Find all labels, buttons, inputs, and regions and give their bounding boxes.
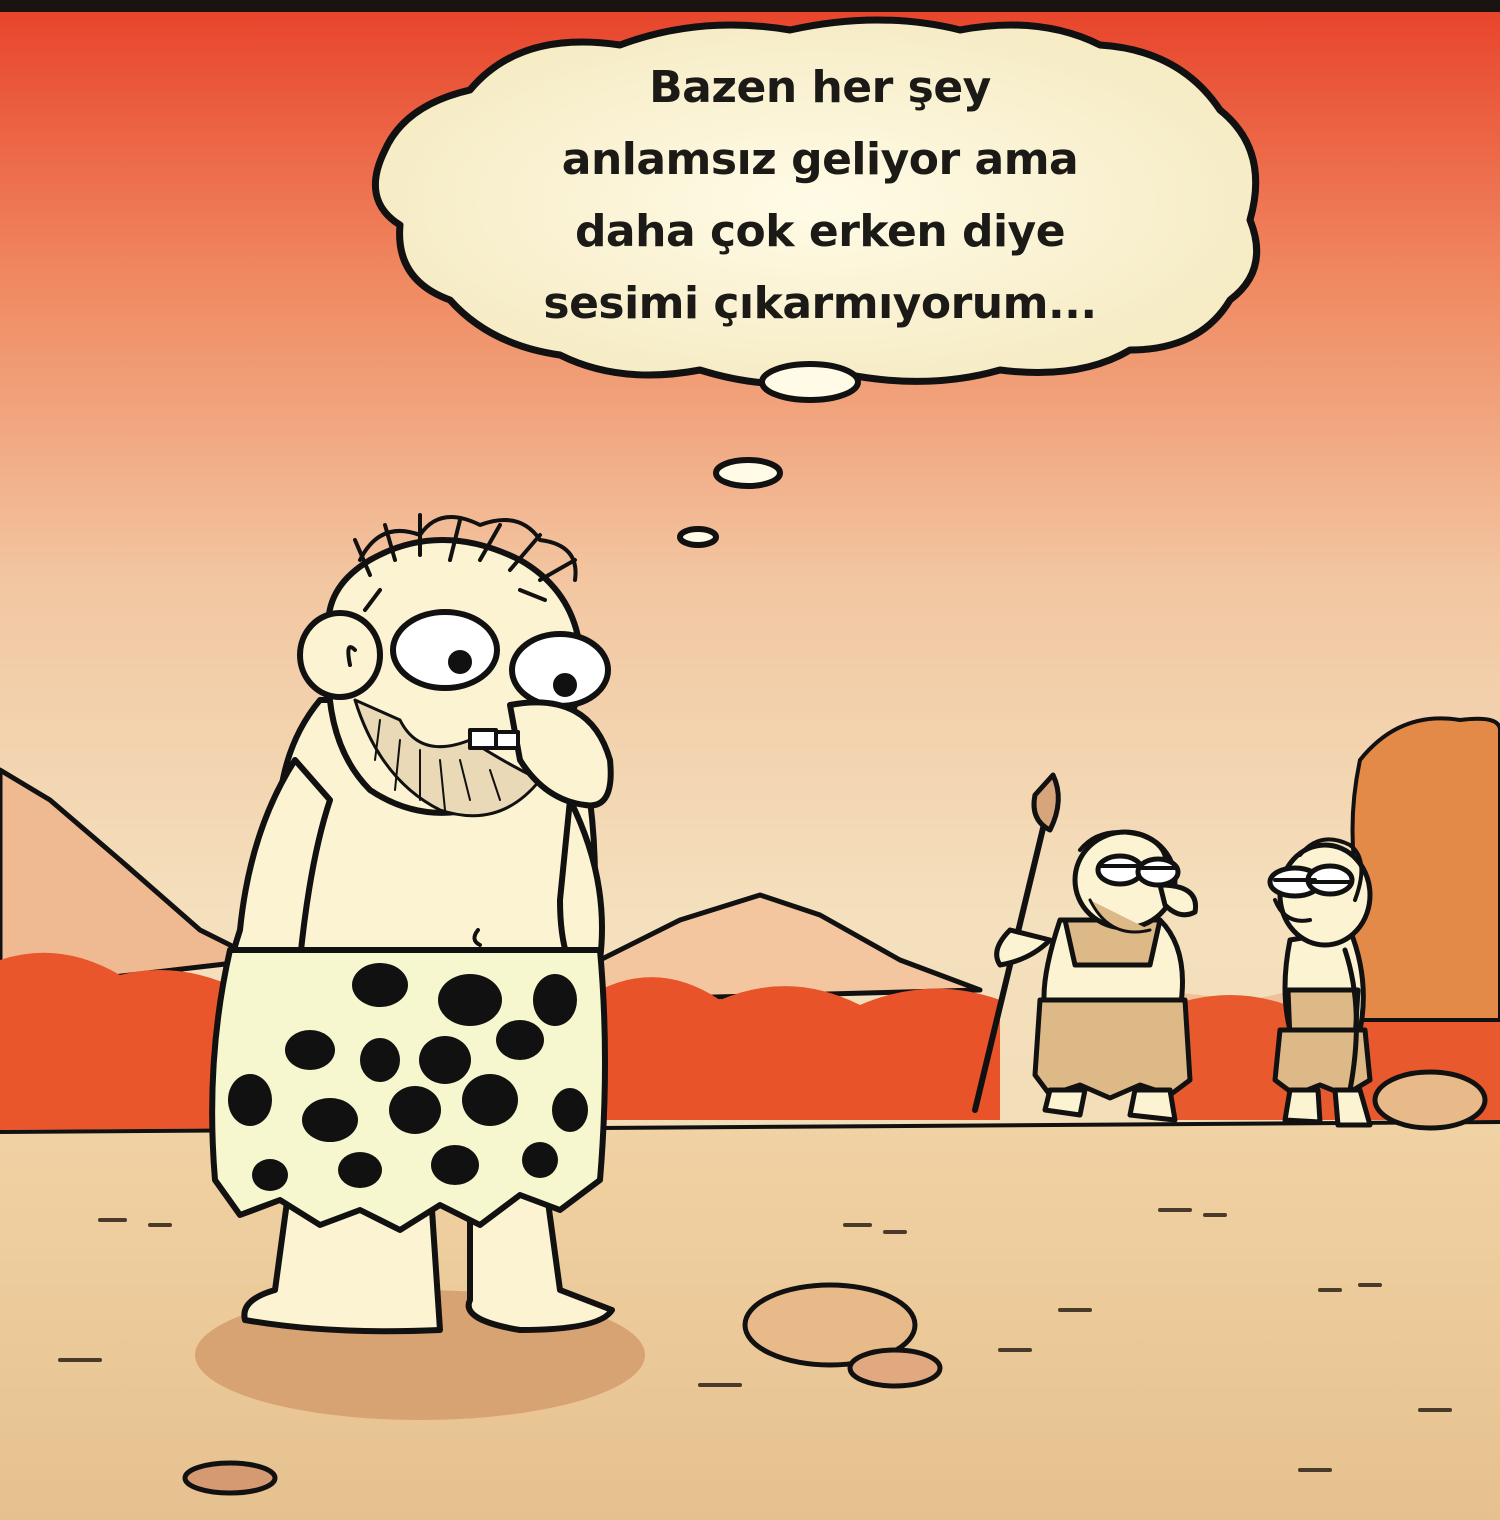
thought-bubble-text xyxy=(470,52,1170,340)
thought-line-2: anlamsız geliyor ama xyxy=(561,134,1079,185)
thought-line-4: sesimi çıkarmıyorum... xyxy=(543,278,1097,329)
thought-line-3: daha çok erken diye xyxy=(574,206,1066,257)
third-caveman xyxy=(1270,839,1370,1125)
thought-line-1: Bazen her şey xyxy=(649,62,991,113)
